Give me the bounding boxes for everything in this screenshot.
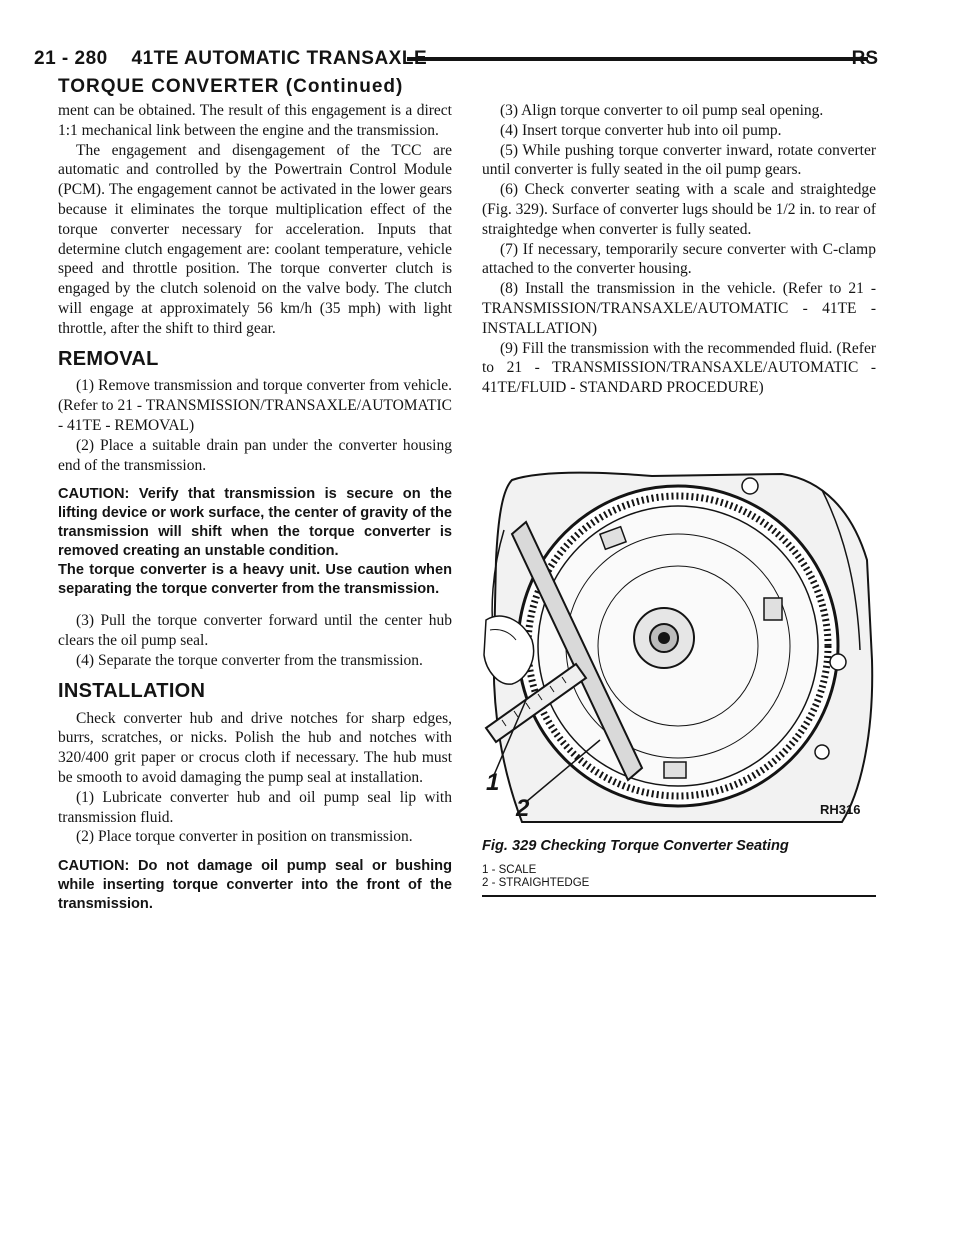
caution-note: [58, 485, 452, 599]
legend-item-straightedge: 2 - STRAIGHTEDGE: [482, 877, 590, 889]
section-title: TORQUE CONVERTER (Continued): [58, 76, 404, 97]
install-step: (2) Place torque converter in position on transmission.: [76, 828, 413, 846]
removal-step: (1) Remove transmission and torque converter from vehicle. (Refer to 21 - TRANSMISSION/TRANSAXLE/AUTOMATIC - 41TE - REMOVAL): [58, 377, 452, 434]
removal-step: (3) Pull the torque converter forward until the center hub clears the oil pump seal.: [58, 612, 452, 650]
left-column: [58, 101, 452, 926]
installation-heading: INSTALLATION: [58, 679, 206, 702]
install-step: (9) Fill the transmission with the recommended fluid. (Refer to 21 - TRANSMISSION/TRANSAXLE/AUTOMATIC - 41TE/FLUID - STANDARD PROCEDURE): [482, 339, 876, 397]
removal-step: (2) Place a suitable drain pan under the converter housing end of the transmission.: [58, 436, 452, 474]
paragraph: Check converter hub and drive notches for sharp edges, burrs, scratches, or nicks. Polish the hub and notches with 320/400 grit paper or crocus cloth if necessary. The hub must be smooth to avoid damaging the pump seal at installation.: [58, 709, 452, 786]
install-step: (8) Install the transmission in the vehicle. (Refer to 21 - TRANSMISSION/TRANSAXLE/AUTOMATIC - 41TE - INSTALLATION): [482, 280, 876, 337]
figure-legend: [482, 864, 876, 897]
legend-item-scale: 1 - SCALE: [482, 864, 537, 876]
install-step: (7) If necessary, temporarily secure converter with C-clamp attached to the converter housing.: [482, 240, 876, 278]
figure-illustration: [482, 470, 876, 825]
removal-heading: REMOVAL: [58, 347, 159, 370]
install-step: (3) Align torque converter to oil pump seal opening.: [500, 102, 824, 119]
callout-2: 2: [516, 795, 530, 822]
install-step: (1) Lubricate converter hub and oil pump seal lip with transmission fluid.: [58, 788, 452, 826]
paragraph: ment can be obtained. The result of this engagement is a direct 1:1 mechanical link between the engine and the transmission.: [58, 102, 452, 139]
install-step: (5) While pushing torque converter inward, rotate converter until converter is fully seated in the oil pump gears.: [482, 141, 876, 179]
install-step: (6) Check converter seating with a scale and straightedge (Fig. 329). Surface of converter lugs should be 1/2 in. to rear of straightedge when converter is fully seated.: [482, 181, 876, 238]
caution-note: CAUTION: Do not damage oil pump seal or bushing while inserting torque converter into the front of the transmission.: [58, 858, 452, 913]
caution-text: The torque converter is a heavy unit. Use caution when separating the torque converter from the transmission.: [58, 562, 452, 598]
image-code: RH316: [820, 802, 861, 817]
page-header: [34, 48, 427, 70]
figure-torque-converter-seating: [482, 470, 876, 825]
figure-caption: Fig. 329 Checking Torque Converter Seating: [482, 838, 789, 854]
install-step: (4) Insert torque converter hub into oil pump.: [500, 121, 782, 139]
header-rule: [407, 57, 868, 61]
page-number: 21 - 280: [34, 48, 108, 69]
manual-title: 41TE AUTOMATIC TRANSAXLE: [131, 48, 428, 69]
callout-1: 1: [486, 769, 500, 796]
model-code: RS: [851, 48, 878, 69]
right-column: [482, 101, 876, 398]
paragraph: The engagement and disengagement of the TCC are automatic and controlled by the Powertrain Control Module (PCM). The engagement cannot be activated in the lower gears because it eliminates the torque multiplication effect of the torque converter necessary for acceleration. Inputs that determine clutch engagement are: coolant temperature, vehicle speed and throttle position. The torque converter clutch is engaged by the clutch solenoid on the valve body. The clutch will engage at approximately 56 km/h (35 mph) with light throttle, after the shift to third gear.: [58, 141, 452, 337]
removal-step: (4) Separate the torque converter from the transmission.: [76, 651, 423, 669]
caution-text: CAUTION: Verify that transmission is secure on the lifting device or work surface, the center of gravity of the transmission will shift when the torque converter is removed creating an unstable condition.: [58, 486, 452, 560]
